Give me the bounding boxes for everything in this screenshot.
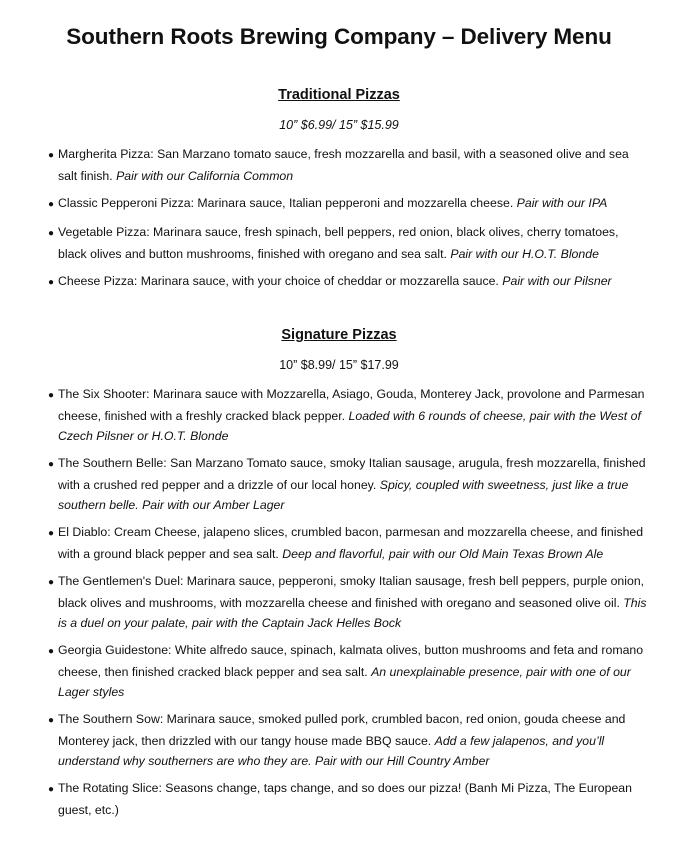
item-pairing: Pair with our H.O.T. Blonde <box>450 247 599 261</box>
menu-item <box>48 522 650 564</box>
bullet-icon: ● <box>48 459 55 470</box>
signature-pizzas-section <box>0 326 678 820</box>
menu-item <box>48 453 650 515</box>
menu-item <box>48 640 650 702</box>
item-pairing: Pair with our California Common <box>116 169 294 183</box>
bullet-icon: ● <box>48 646 55 657</box>
item-description: The Southern Sow: Marinara sauce, smoked pulled pork, crumbled bacon, red onion, gouda cheese and Monterey jack, then drizzled with our tangy house made BBQ sauce. <box>58 712 626 748</box>
item-pairing: Spicy, coupled with sweetness, just like a true southern belle. Pair with our Amber Lager <box>58 478 629 512</box>
item-pairing: An unexplainable presence, pair with one of our Lager styles <box>58 665 631 699</box>
menu-item <box>48 193 650 215</box>
bullet-icon: ● <box>48 228 55 239</box>
item-pairing: This is a duel on your palate, pair with the Captain Jack Helles Bock <box>58 596 647 630</box>
item-description: Margherita Pizza: San Marzano tomato sauce, fresh mozzarella and basil, with a seasoned olive and sea salt finish. <box>58 147 629 183</box>
item-pairing: Deep and flavorful, pair with our Old Main Texas Brown Ale <box>282 547 604 561</box>
item-description: Vegetable Pizza: Marinara sauce, fresh spinach, bell peppers, red onion, black olives, cherry tomatoes, black olives and button mushrooms, finished with oregano and sea salt. <box>58 225 619 261</box>
menu-title: Southern Roots Brewing Company – Delivery Menu <box>66 24 612 49</box>
pizza-list <box>0 384 678 820</box>
pizza-list <box>0 144 678 293</box>
section-title: Signature Pizzas <box>281 327 397 343</box>
item-description: The Rotating Slice: Seasons change, taps change, and so does our pizza! (Banh Mi Pizza, The European guest, etc.) <box>58 781 632 817</box>
menu-item <box>48 571 650 633</box>
bullet-icon: ● <box>48 528 55 539</box>
bullet-icon: ● <box>48 715 55 726</box>
item-description: The Six Shooter: Marinara sauce with Mozzarella, Asiago, Gouda, Monterey Jack, provolone and Parmesan cheese, finished with a freshly cracked black pepper. <box>58 387 645 423</box>
item-description: El Diablo: Cream Cheese, jalapeno slices, crumbled bacon, parmesan and mozzarella cheese, and finished with a ground black pepper and sea salt. <box>58 525 644 561</box>
menu-item <box>48 778 650 820</box>
bullet-icon: ● <box>48 577 55 588</box>
bullet-icon: ● <box>48 784 55 795</box>
item-pairing: Pair with our IPA <box>516 196 608 210</box>
item-pairing: Loaded with 6 rounds of cheese, pair with the West of Czech Pilsner or H.O.T. Blonde <box>58 409 641 443</box>
section-price: 10” $8.99/ 15” $17.99 <box>279 358 399 372</box>
traditional-pizzas-section <box>0 86 678 293</box>
item-description: The Gentlemen's Duel: Marinara sauce, pepperoni, smoky Italian sausage, fresh bell peppers, purple onion, black olives and mushrooms, with mozzarella cheese and finished with oregano and seasoned olive oil. <box>58 574 645 610</box>
item-pairing: Pair with our Pilsner <box>502 274 612 288</box>
item-pairing: Add a few jalapenos, and you’ll understand why southerners are who they are. Pair with our Hill Country Amber <box>58 734 605 768</box>
menu-item <box>48 222 650 264</box>
item-description: Cheese Pizza: Marinara sauce, with your choice of cheddar or mozzarella sauce. <box>58 274 499 288</box>
bullet-icon: ● <box>48 150 55 161</box>
section-price: 10” $6.99/ 15” $15.99 <box>279 118 399 132</box>
section-title: Traditional Pizzas <box>278 87 400 103</box>
bullet-icon: ● <box>48 199 55 210</box>
item-description: Classic Pepperoni Pizza: Marinara sauce, Italian pepperoni and mozzarella cheese. <box>58 196 514 210</box>
menu-item <box>48 384 650 446</box>
menu-item <box>48 271 650 293</box>
menu-item <box>48 144 650 186</box>
item-description: Georgia Guidestone: White alfredo sauce, spinach, kalmata olives, button mushrooms and feta and romano cheese, then finished cracked black pepper and sea salt. <box>58 643 644 679</box>
bullet-icon: ● <box>48 277 55 288</box>
bullet-icon: ● <box>48 390 55 401</box>
menu-item <box>48 709 650 771</box>
item-description: The Southern Belle: San Marzano Tomato sauce, smoky Italian sausage, arugula, fresh mozzarella, finished with a crushed red pepper and a drizzle of our local honey. <box>58 456 646 492</box>
